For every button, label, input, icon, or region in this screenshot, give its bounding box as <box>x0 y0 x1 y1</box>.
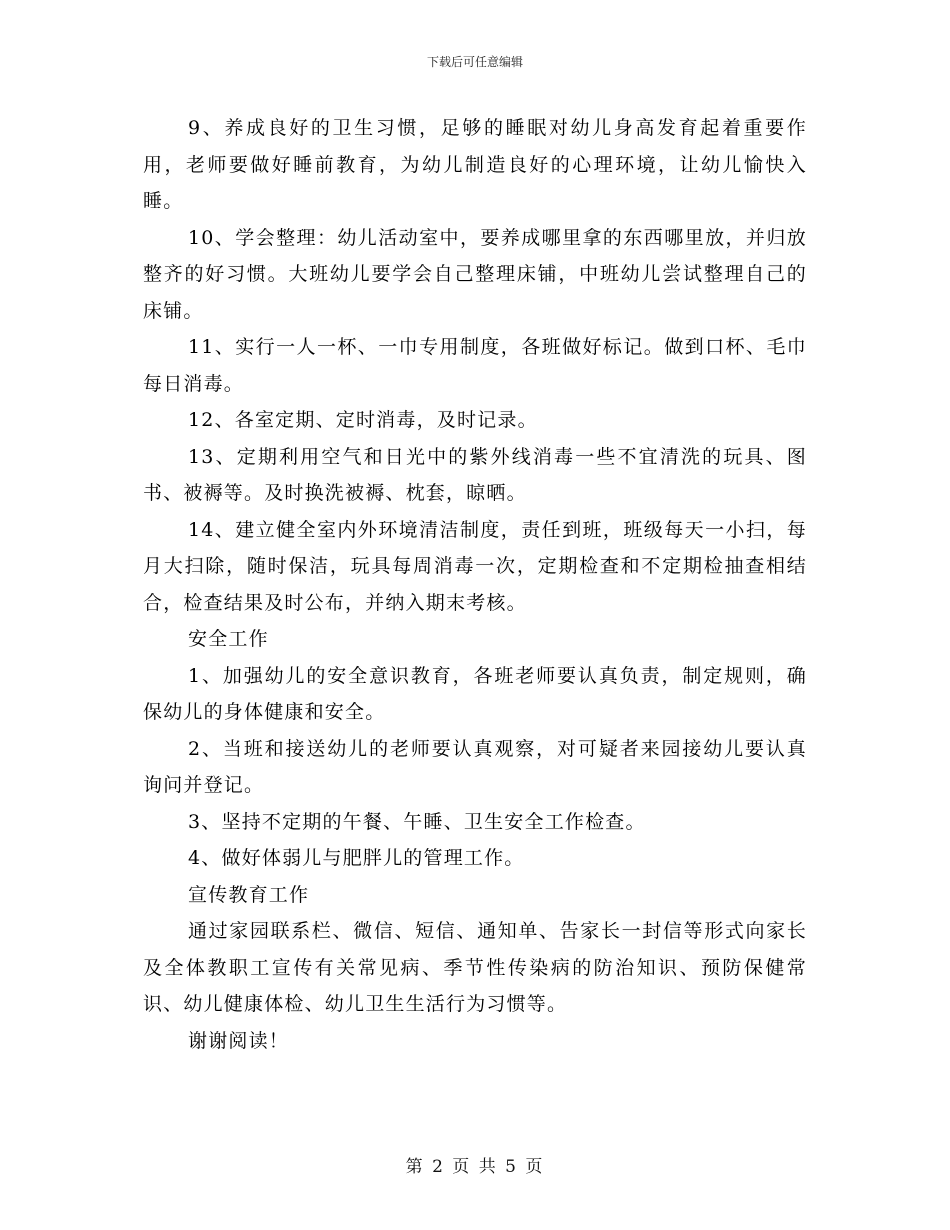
section-heading-publicity: 宣传教育工作 <box>188 883 310 906</box>
paragraph-item-14: 14、建立健全室内外环境清洁制度，责任到班，班级每天一小扫，每月大扫除，随时保洁，玩具每周消毒一次，定期检查和不定期检抽查相结合，检查结果及时公布，并纳入期末考核。 <box>143 518 807 614</box>
paragraph-item-12: 12、各室定期、定时消毒，及时记录。 <box>188 409 538 431</box>
paragraph-item-10: 10、学会整理：幼儿活动室中，要养成哪里拿的东西哪里放，并归放整齐的好习惯。大班幼儿要学会自己整理床铺，中班幼儿尝试整理自己的床铺。 <box>143 226 807 322</box>
paragraph-item-13: 13、定期利用空气和日光中的紫外线消毒一些不宜清洗的玩具、图书、被褥等。及时换洗被褥、枕套，晾晒。 <box>143 445 807 504</box>
page-footer: 第 2 页 共 5 页 <box>405 1157 545 1177</box>
paragraph-item-11: 11、实行一人一杯、一巾专用制度，各班做好标记。做到口杯、毛巾每日消毒。 <box>143 336 807 395</box>
paragraph-safety-2: 2、当班和接送幼儿的老师要认真观察，对可疑者来园接幼儿要认真询问并登记。 <box>143 737 807 796</box>
paragraph-safety-4: 4、做好体弱儿与肥胖儿的管理工作。 <box>188 847 525 869</box>
paragraph-safety-1: 1、加强幼儿的安全意识教育，各班老师要认真负责，制定规则，确保幼儿的身体健康和安全。 <box>143 664 807 723</box>
paragraph-safety-3: 3、坚持不定期的午餐、午睡、卫生安全工作检查。 <box>188 810 646 833</box>
document-body <box>143 110 807 1059</box>
page-header: 下载后可任意编辑 <box>426 55 523 69</box>
section-heading-safety: 安全工作 <box>188 628 269 650</box>
paragraph-item-9: 9、养成良好的卫生习惯，足够的睡眠对幼儿身高发育起着重要作用，老师要做好睡前教育，为幼儿制造良好的心理环境，让幼儿愉快入睡。 <box>143 117 807 212</box>
paragraph-publicity: 通过家园联系栏、微信、短信、通知单、告家长一封信等形式向家长及全体教职工宣传有关常见病、季节性传染病的防治知识、预防保健常识、幼儿健康体检、幼儿卫生生活行为习惯等。 <box>143 920 807 1015</box>
closing-thanks: 谢谢阅读！ <box>188 1029 290 1052</box>
